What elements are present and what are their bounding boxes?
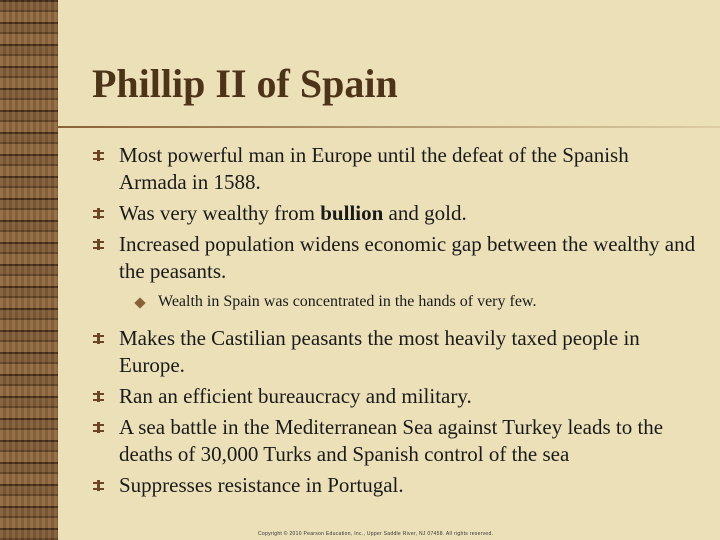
title-divider [58,126,720,128]
cross-bullet-icon [93,239,104,250]
bullet-text: Most powerful man in Europe until the defeat of the Spanish Armada in 1588. [119,143,629,194]
bullet-text: Makes the Castilian peasants the most heavily taxed people in Europe. [119,326,640,377]
slide-title: Phillip II of Spain [92,61,398,106]
bullet-list [0,142,720,503]
bullet-text-bold: bullion [320,201,384,225]
bullet-item [0,414,720,468]
cross-bullet-icon [93,422,104,433]
cross-bullet-icon [93,333,104,344]
cross-bullet-icon [93,480,104,491]
bullet-text-post: and gold. [383,201,467,225]
bullet-text: Ran an efficient bureaucracy and military. [119,384,472,408]
bullet-item [0,325,720,379]
bullet-text: Increased population widens economic gap between the wealthy and the peasants. [119,232,696,283]
cross-bullet-icon [93,391,104,402]
bullet-text: Suppresses resistance in Portugal. [119,473,404,497]
cross-bullet-icon [93,150,104,161]
bullet-item [0,142,720,196]
copyright-footer: Copyright © 2010 Pearson Education, Inc., Upper Saddle River, NJ 07458. All rights reserved. [258,531,494,537]
bullet-item [0,383,720,410]
bullet-text-pre: Was very wealthy from [119,201,321,225]
diamond-bullet-icon [134,297,145,308]
sub-bullet-item [0,291,720,313]
bullet-text: A sea battle in the Mediterranean Sea against Turkey leads to the deaths of 30,000 Turks and Spanish control of the sea [119,415,664,466]
cross-bullet-icon [93,208,104,219]
bullet-item [0,200,720,227]
bullet-item [0,472,720,499]
bullet-item [0,231,720,285]
sub-bullet-text: Wealth in Spain was concentrated in the hands of very few. [158,293,537,310]
